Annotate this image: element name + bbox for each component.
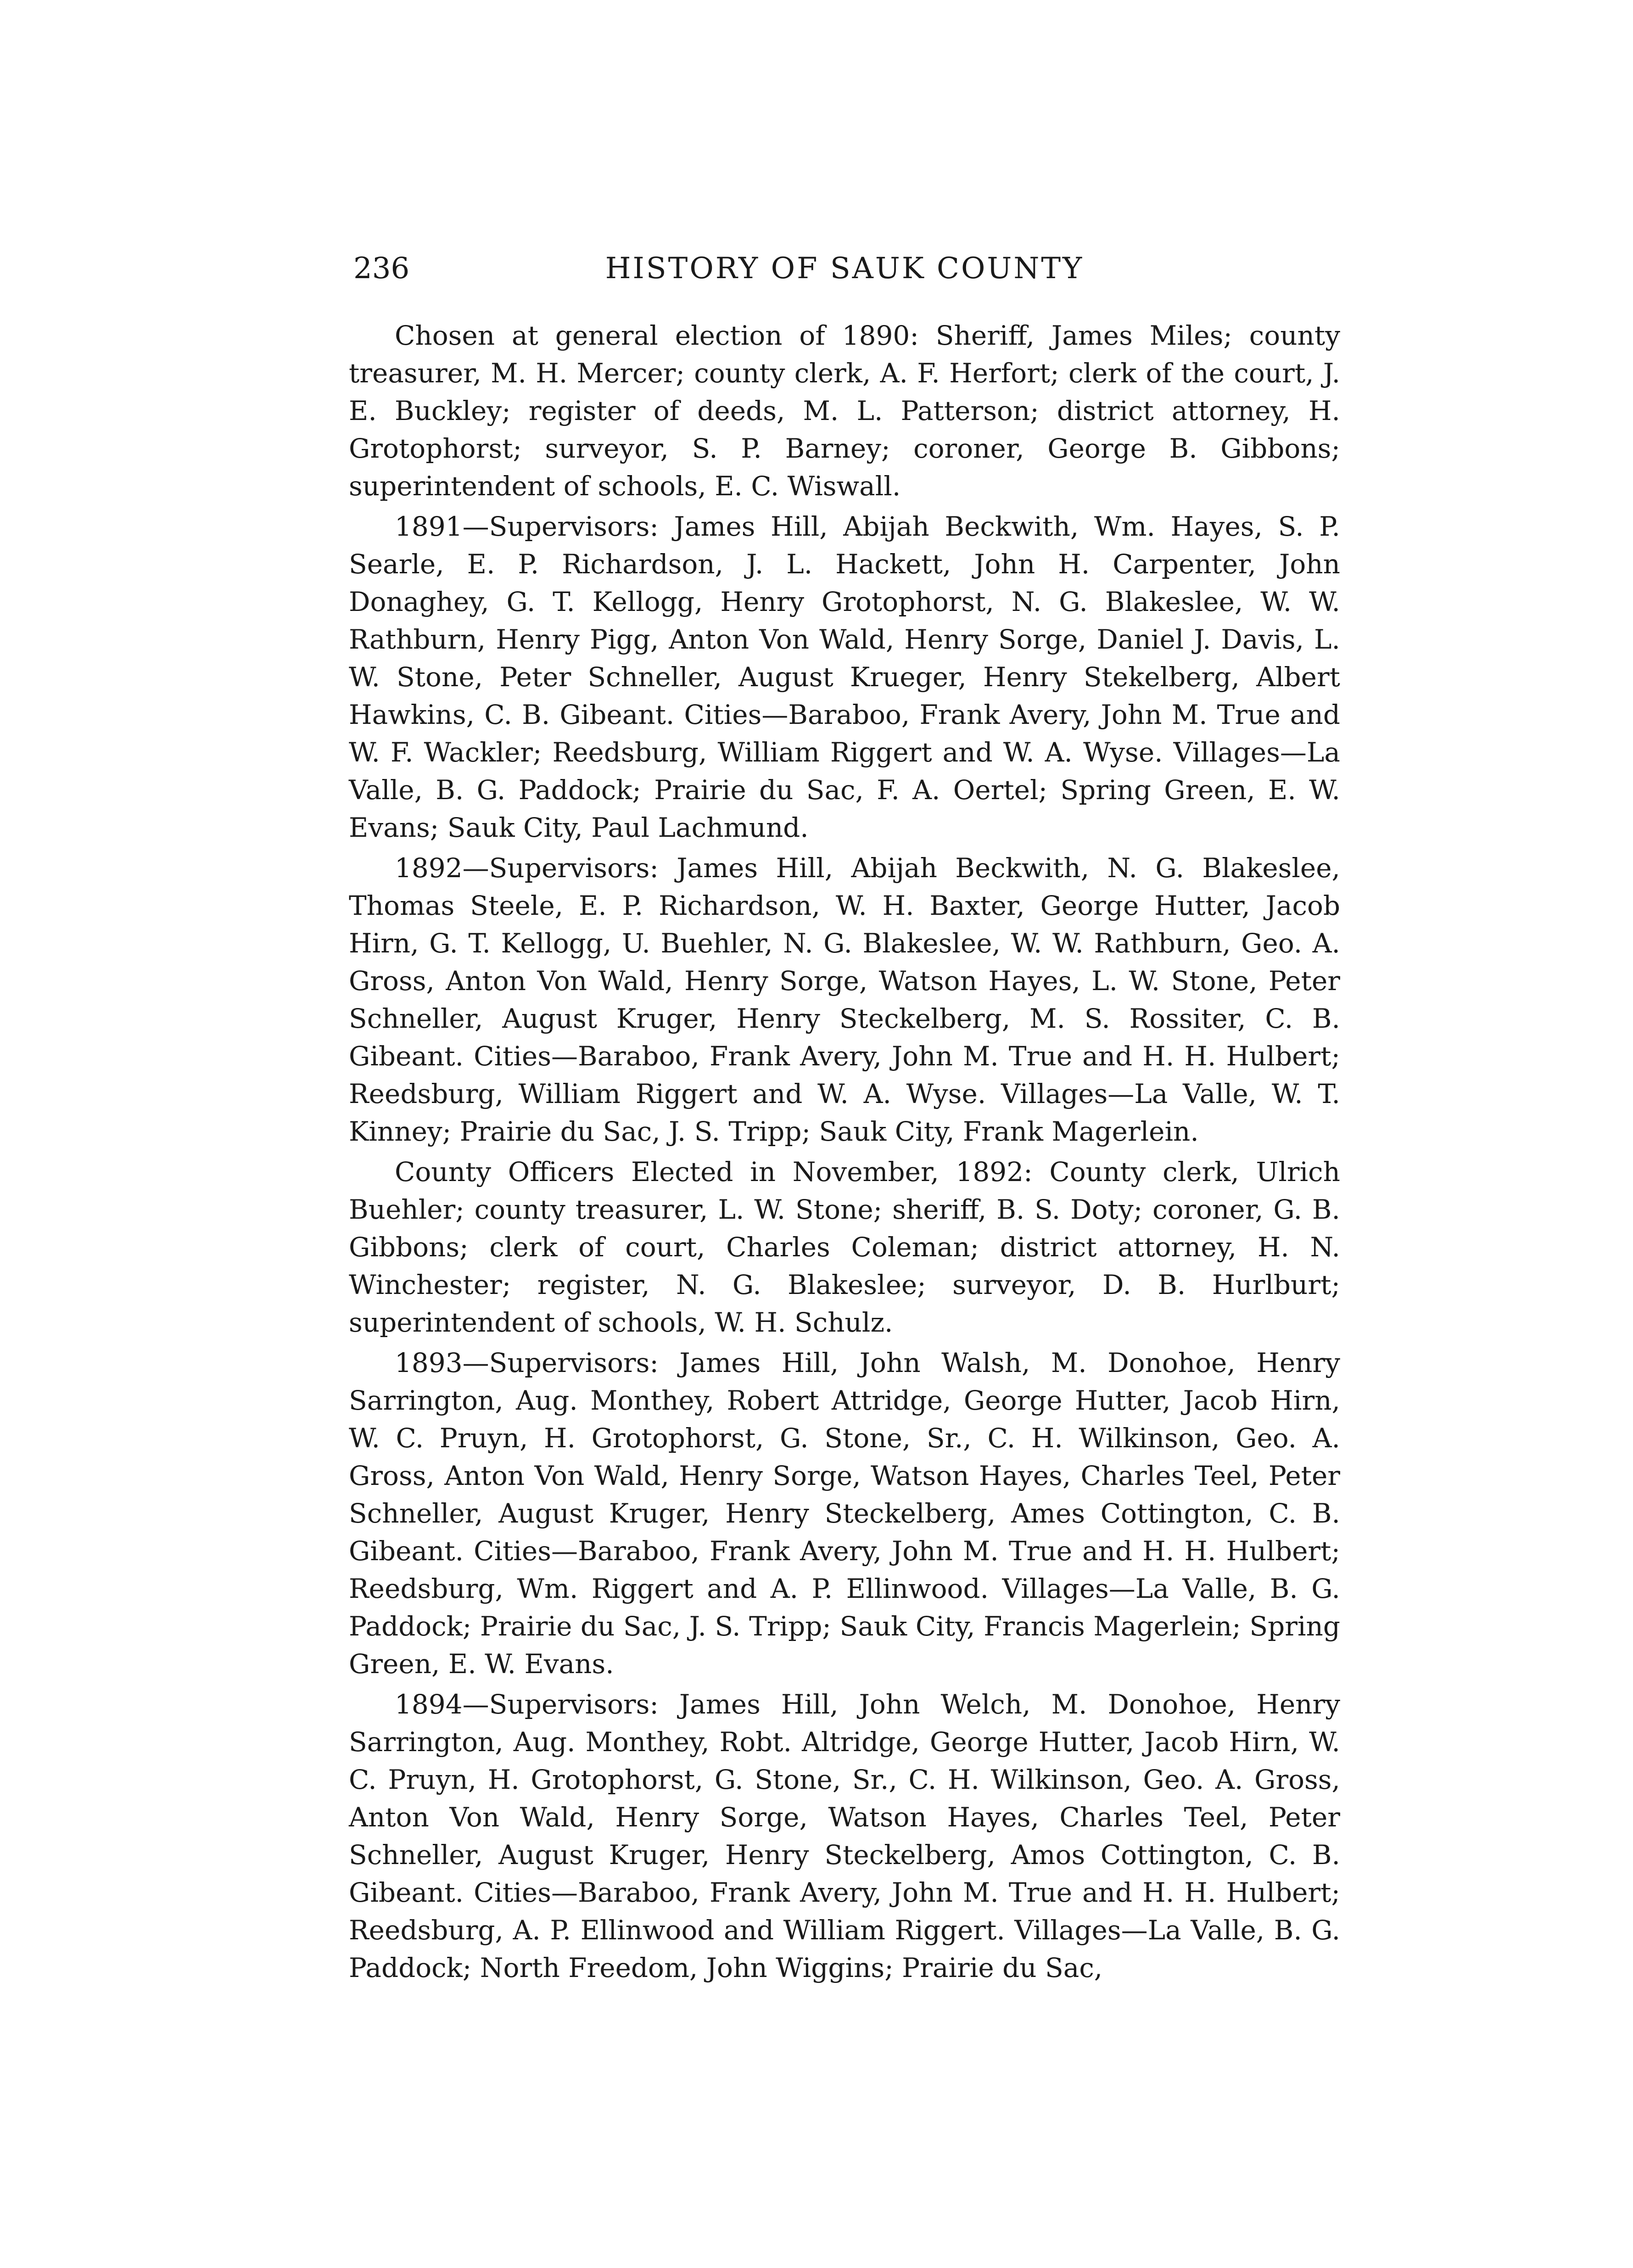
body-text xyxy=(349,317,1340,1989)
page-header-title: HISTORY OF SAUK COUNTY xyxy=(605,252,1084,286)
paragraph-1891-supervisors: 1891—Supervisors: James Hill, Abijah Beckwith, Wm. Hayes, S. P. Searle, E. P. Richardson, J. L. Hackett, John H. Carpenter, John Donaghey, G. T. Kellogg, Henry Grotophorst, N. G. Blakeslee, W. W. Rathburn, Henry Pigg, Anton Von Wald, Henry Sorge, Daniel J. Davis, L. W. Stone, Peter Schneller, August Krueger, Henry Stekelberg, Albert Hawkins, C. B. Gibeant. Cities—Baraboo, Frank Avery, John M. True and W. F. Wackler; Reedsburg, William Riggert and W. A. Wyse. Villages—La Valle, B. G. Paddock; Prairie du Sac, F. A. Oertel; Spring Green, E. W. Evans; Sauk City, Paul Lachmund. xyxy=(349,511,1340,843)
paragraph-1894-supervisors: 1894—Supervisors: James Hill, John Welch, M. Donohoe, Henry Sarrington, Aug. Monthey, Robt. Altridge, George Hutter, Jacob Hirn, W. C. Pruyn, H. Grotophorst, G. Stone, Sr., C. H. Wilkinson, Geo. A. Gross, Anton Von Wald, Henry Sorge, Watson Hayes, Charles Teel, Peter Schneller, August Kruger, Henry Steckelberg, Amos Cottington, C. B. Gibeant. Cities—Baraboo, Frank Avery, John M. True and H. H. Hulbert; Reedsburg, A. P. Ellinwood and William Riggert. Villages—La Valle, B. G. Paddock; North Freedom, John Wiggins; Prairie du Sac, xyxy=(349,1689,1340,1983)
paragraph-1892-supervisors: 1892—Supervisors: James Hill, Abijah Beckwith, N. G. Blakeslee, Thomas Steele, E. P. Richardson, W. H. Baxter, George Hutter, Jacob Hirn, G. T. Kellogg, U. Buehler, N. G. Blakeslee, W. W. Rathburn, Geo. A. Gross, Anton Von Wald, Henry Sorge, Watson Hayes, L. W. Stone, Peter Schneller, August Kruger, Henry Steckelberg, M. S. Rossiter, C. B. Gibeant. Cities—Baraboo, Frank Avery, John M. True and H. H. Hulbert; Reedsburg, William Riggert and W. A. Wyse. Villages—La Valle, W. T. Kinney; Prairie du Sac, J. S. Tripp; Sauk City, Frank Magerlein. xyxy=(349,852,1340,1147)
running-head xyxy=(353,248,1336,289)
page-number: 236 xyxy=(353,252,410,286)
paragraph-1893-supervisors: 1893—Supervisors: James Hill, John Walsh, M. Donohoe, Henry Sarrington, Aug. Monthey, Robert Attridge, George Hutter, Jacob Hirn, W. C. Pruyn, H. Grotophorst, G. Stone, Sr., C. H. Wilkinson, Geo. A. Gross, Anton Von Wald, Henry Sorge, Watson Hayes, Charles Teel, Peter Schneller, August Kruger, Henry Steckelberg, Ames Cottington, C. B. Gibeant. Cities—Baraboo, Frank Avery, John M. True and H. H. Hulbert; Reedsburg, Wm. Riggert and A. P. Ellinwood. Villages—La Valle, B. G. Paddock; Prairie du Sac, J. S. Tripp; Sauk City, Francis Magerlein; Spring Green, E. W. Evans. xyxy=(349,1347,1340,1680)
paragraph-1890-election: Chosen at general election of 1890: Sheriff, James Miles; county treasurer, M. H. Mercer; county clerk, A. F. Herfort; clerk of the court, J. E. Buckley; register of deeds, M. L. Patterson; district attorney, H. Grotophorst; surveyor, S. P. Barney; coroner, George B. Gibbons; superintendent of schools, E. C. Wiswall. xyxy=(349,320,1340,502)
paragraph-1892-county-officers: County Officers Elected in November, 1892: County clerk, Ulrich Buehler; county treasurer, L. W. Stone; sheriff, B. S. Doty; coroner, G. B. Gibbons; clerk of court, Charles Coleman; district attorney, H. N. Winchester; register, N. G. Blakeslee; surveyor, D. B. Hurlburt; superintendent of schools, W. H. Schulz. xyxy=(349,1156,1340,1338)
